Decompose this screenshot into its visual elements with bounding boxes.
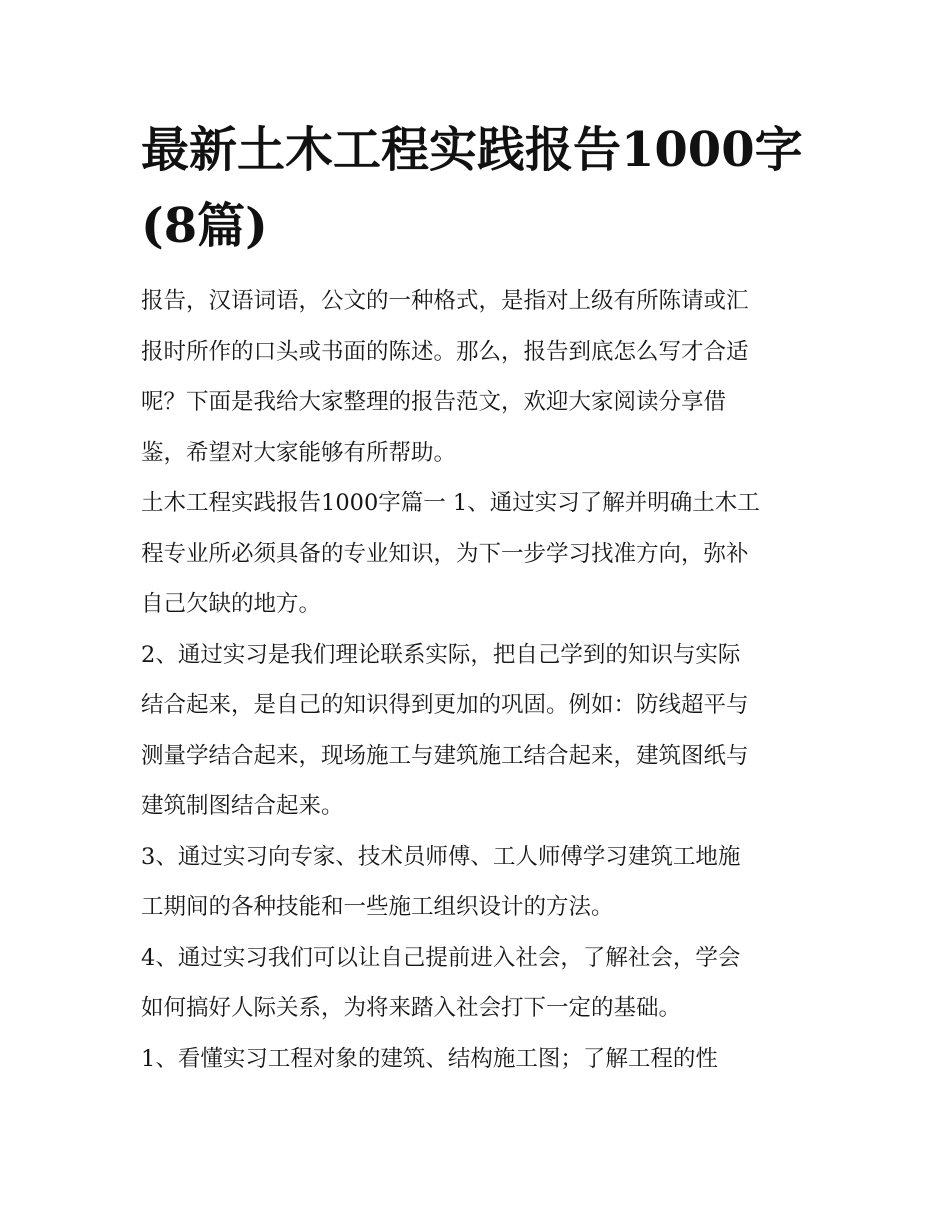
title-line-1: 最新土木工程实践报告1000字	[141, 122, 803, 178]
text-line: 1、看懂实习工程对象的建筑、结构施工图；了解工程的性	[141, 1045, 718, 1072]
paragraph-item-2	[141, 630, 821, 832]
text-line: 建筑制图结合起来。	[141, 793, 344, 819]
paragraph-item-1-second	[141, 1034, 821, 1085]
text-line: 4、通过实习我们可以让自己提前进入社会，了解社会，学会	[141, 944, 741, 971]
paragraph-item-3	[141, 832, 821, 933]
text-line: 结合起来，是自己的知识得到更加的巩固。例如：防线超平与	[141, 692, 749, 718]
text-line: 呢？下面是我给大家整理的报告范文，欢迎大家阅读分享借	[141, 389, 727, 415]
text-line: 鉴，希望对大家能够有所帮助。	[141, 439, 457, 466]
document-body	[141, 276, 821, 1084]
page-title	[141, 112, 821, 264]
text-line: 2、通过实习是我们理论联系实际，把自己学到的知识与实际	[141, 641, 741, 668]
text-line: 土木工程实践报告1000字篇一 1、通过实习了解并明确土木工	[141, 490, 760, 516]
text-line: 报告，汉语词语，公文的一种格式，是指对上级有所陈请或汇	[141, 288, 749, 314]
paragraph-intro	[141, 276, 821, 478]
paragraph-section-1	[141, 478, 821, 630]
text-line: 工期间的各种技能和一些施工组织设计的方法。	[141, 894, 614, 920]
text-line: 程专业所必须具备的专业知识，为下一步学习找准方向，弥补	[141, 540, 749, 567]
title-line-2: (8篇)	[141, 198, 268, 254]
text-line: 3、通过实习向专家、技术员师傅、工人师傅学习建筑工地施	[141, 843, 741, 870]
text-line: 测量学结合起来，现场施工与建筑施工结合起来，建筑图纸与	[141, 742, 749, 769]
text-line: 自己欠缺的地方。	[141, 591, 322, 617]
text-line: 如何搞好人际关系，为将来踏入社会打下一定的基础。	[141, 995, 682, 1021]
paragraph-item-4	[141, 933, 821, 1034]
text-line: 报时所作的口头或书面的陈述。那么，报告到底怎么写才合适	[141, 338, 749, 365]
